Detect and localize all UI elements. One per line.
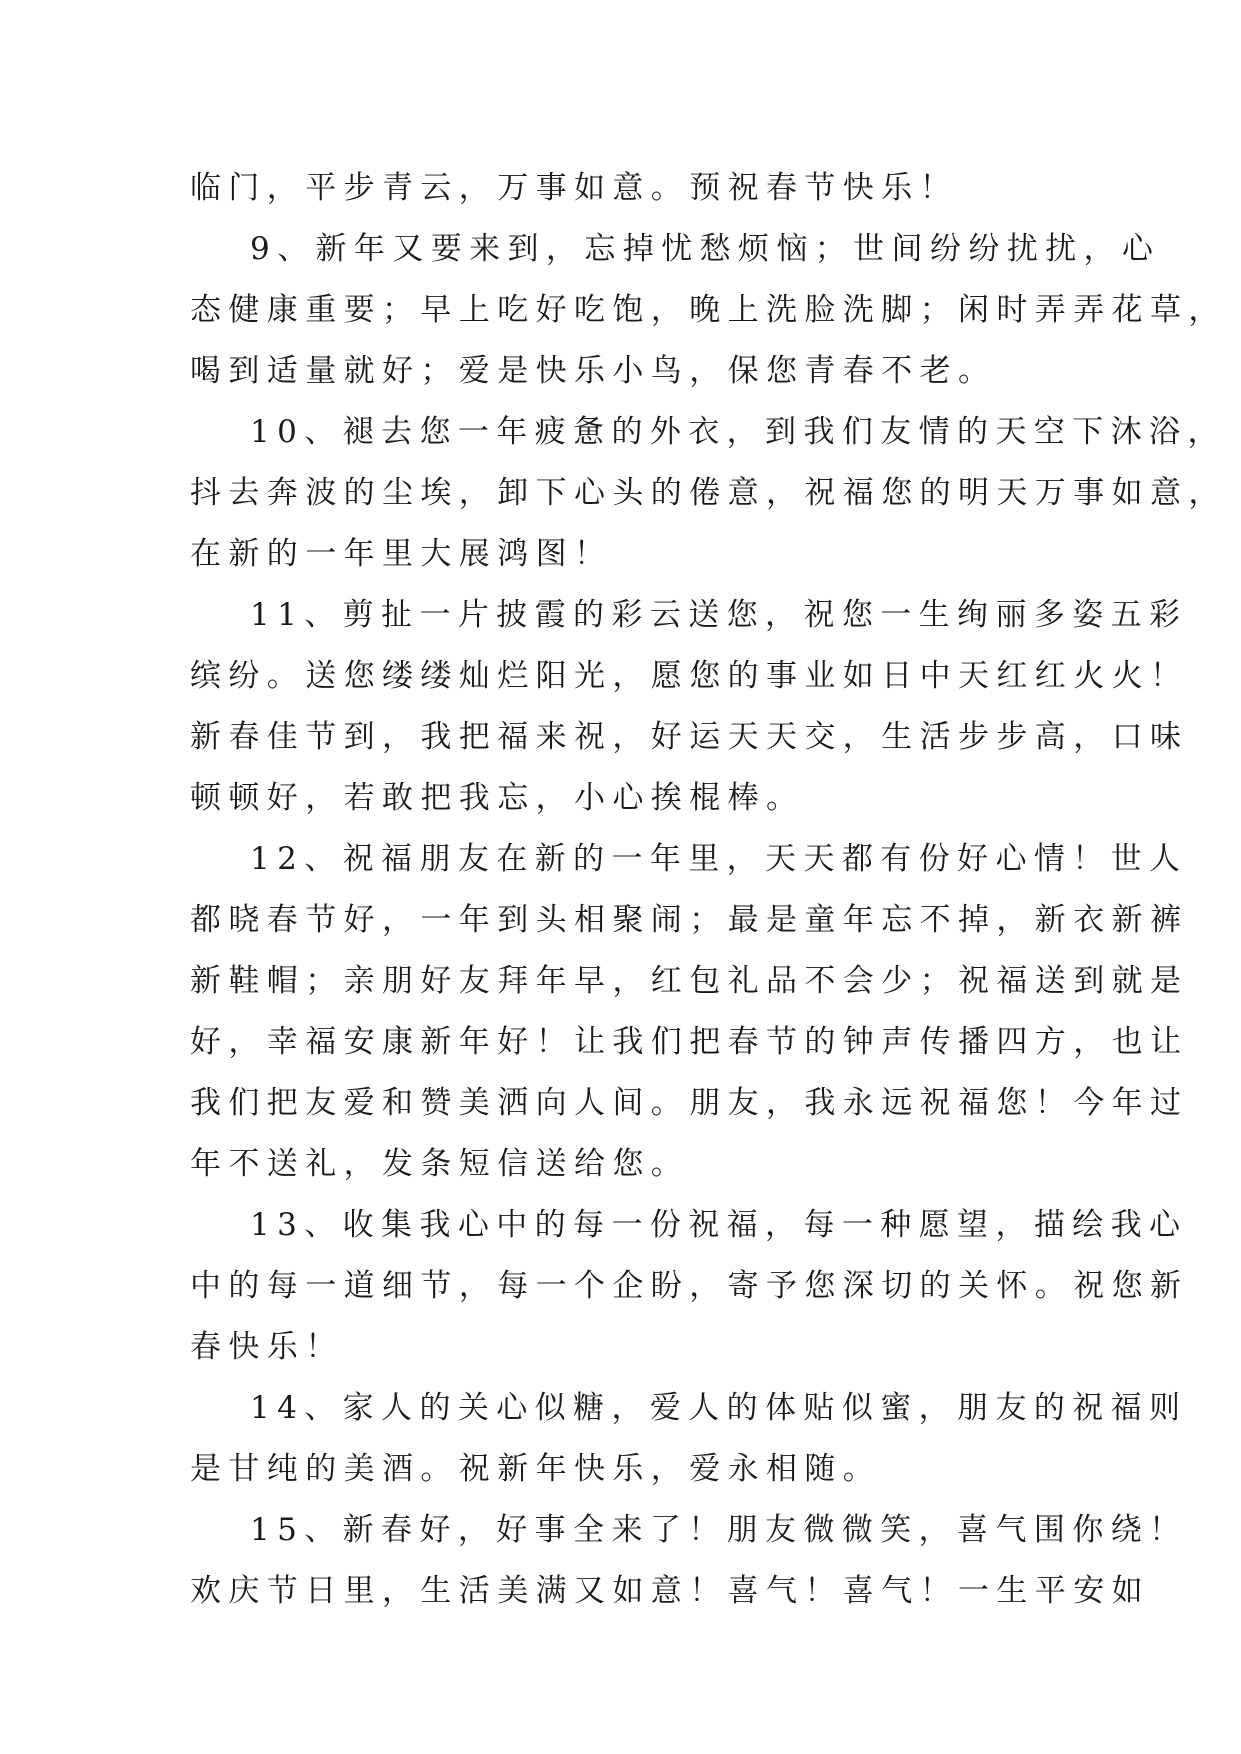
text-line: 年不送礼，发条短信送给您。 [190, 1146, 690, 1182]
text-line: 春快乐！ [190, 1329, 344, 1365]
document-body [190, 158, 1227, 1622]
text-line: 11、剪扯一片披霞的彩云送您，祝您一生绚丽多姿五彩 [250, 597, 1188, 633]
text-line: 15、新春好，好事全来了！朋友微微笑，喜气围你绕！ [250, 1512, 1188, 1548]
text-line: 13、收集我心中的每一份祝福，每一种愿望，描绘我心 [250, 1207, 1188, 1243]
text-line: 10、褪去您一年疲惫的外衣，到我们友情的天空下沐浴， [250, 414, 1226, 450]
text-line: 14、家人的关心似糖，爱人的体贴似蜜，朋友的祝福则 [250, 1390, 1188, 1426]
text-line: 抖去奔波的尘埃，卸下心头的倦意，祝福您的明天万事如意， [190, 475, 1227, 511]
text-line: 顿顿好，若敢把我忘，小心挨棍棒。 [190, 780, 805, 816]
text-line: 都晓春节好，一年到头相聚闹；最是童年忘不掉，新衣新裤 [190, 902, 1189, 938]
text-line: 临门，平步青云，万事如意。预祝春节快乐！ [190, 170, 958, 206]
text-line: 是甘纯的美酒。祝新年快乐，爱永相随。 [190, 1451, 882, 1487]
text-line: 好，幸福安康新年好！让我们把春节的钟声传播四方，也让 [190, 1024, 1189, 1060]
text-line: 新鞋帽；亲朋好友拜年早，红包礼品不会少；祝福送到就是 [190, 963, 1189, 999]
text-line: 喝到适量就好；爱是快乐小鸟，保您青春不老。 [190, 353, 997, 389]
text-line: 态健康重要；早上吃好吃饱，晚上洗脸洗脚；闲时弄弄花草， [190, 292, 1227, 328]
text-line: 中的每一道细节，每一个企盼，寄予您深切的关怀。祝您新 [190, 1268, 1189, 1304]
text-line: 新春佳节到，我把福来祝，好运天天交，生活步步高，口味 [190, 719, 1189, 755]
text-line: 欢庆节日里，生活美满又如意！喜气！喜气！一生平安如 [190, 1573, 1150, 1609]
text-line: 9、新年又要来到，忘掉忧愁烦恼；世间纷纷扰扰，心 [250, 231, 1161, 267]
text-line: 缤纷。送您缕缕灿烂阳光，愿您的事业如日中天红红火火！ [190, 658, 1189, 694]
text-line: 12、祝福朋友在新的一年里，天天都有份好心情！世人 [250, 841, 1188, 877]
text-line: 在新的一年里大展鸿图！ [190, 536, 613, 572]
text-line: 我们把友爱和赞美洒向人间。朋友，我永远祝福您！今年过 [190, 1085, 1189, 1121]
